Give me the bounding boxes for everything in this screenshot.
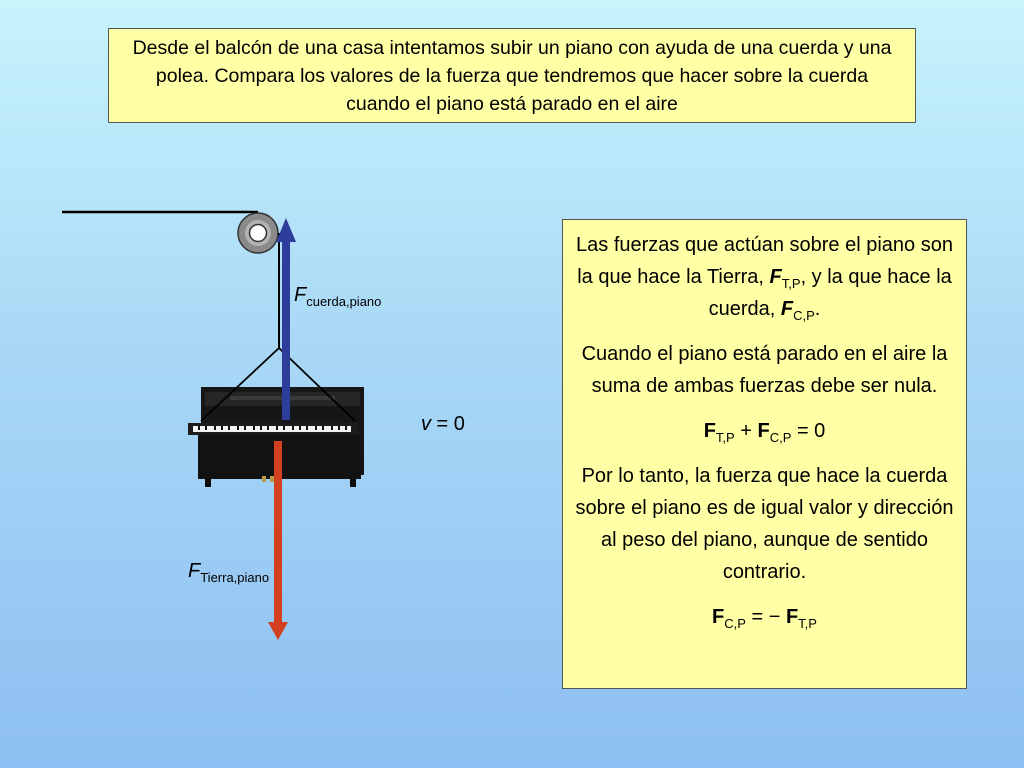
- force-up-label: $F_{cuerda,piano}$: [294, 284, 382, 309]
- equation-equal-opposite: $F_{C,P}$ = − $F_{T,P}$: [712, 606, 817, 631]
- problem-text: Desde el balcón de una casa intentamos subir un piano con ayuda de una cuerda y una polea. Compara los valores de la fuerza que tendremos que hacer sobre la cuerda cuando el piano está parado en el aire: [132, 37, 892, 115]
- explanation-paragraph-2: Cuando el piano está parado en el aire la suma de ambas fuerzas debe ser nula.: [581, 343, 948, 397]
- pulley: [238, 213, 278, 253]
- explanation-box: [562, 219, 967, 689]
- explanation-paragraph-3: Por lo tanto, la fuerza que hace la cuerda sobre el piano es de igual valor y dirección al peso del piano, aunque de sentido contrario.: [575, 465, 954, 583]
- equation-sum: $F_{T,P} + F_{C,P} = 0$: [703, 420, 826, 445]
- velocity-label: v = 0: [421, 413, 465, 435]
- explanation-paragraph-1: Las fuerzas que actúan sobre el piano son la que hace la Tierra, $F_{T,P}$, y la que hace la cuerda, $F_{C,P}$.: [576, 234, 953, 323]
- force-down-label: $F_{Tierra,piano}$: [188, 560, 270, 585]
